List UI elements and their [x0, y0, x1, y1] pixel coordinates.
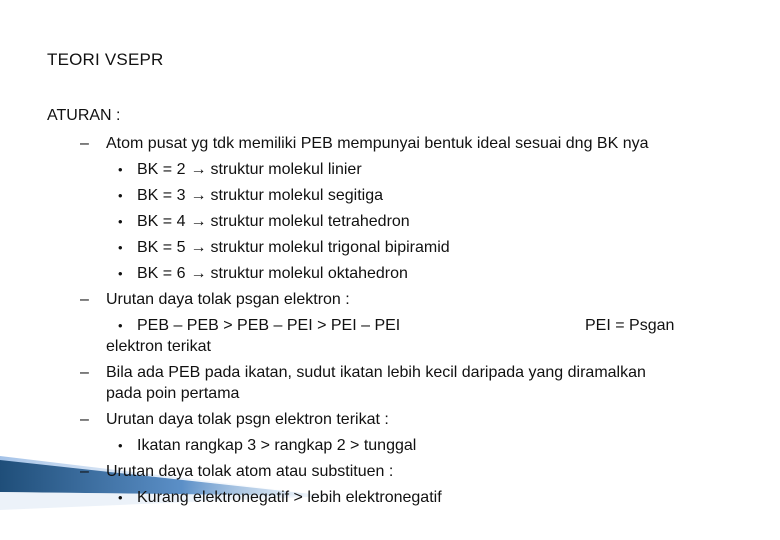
dash-marker: –: [80, 411, 89, 428]
definition-continuation: elektron terikat: [106, 338, 211, 355]
repulsion-order-text: PEB – PEB > PEB – PEI > PEI – PEI: [137, 317, 401, 334]
bullet-marker: •: [118, 438, 123, 453]
bullet-marker: •: [118, 318, 123, 333]
bullet-marker: •: [118, 188, 123, 203]
bk-value: BK = 5: [137, 239, 186, 256]
dash-marker: –: [80, 364, 89, 381]
list-item-text: Atom pusat yg tdk memiliki PEB mempunyai bentuk ideal sesuai dng BK nya: [106, 135, 649, 152]
list-item-5: [80, 463, 393, 481]
dash-marker: –: [80, 463, 89, 480]
electronegativity-text: Kurang elektronegatif > lebih elektronegatif: [137, 489, 442, 506]
sub-list-item: [118, 187, 383, 205]
list-item-4: [80, 411, 389, 429]
structure-text: struktur molekul tetrahedron: [210, 213, 410, 230]
right-arrow-icon: →: [190, 265, 207, 282]
right-arrow-icon: →: [190, 213, 207, 230]
bk-value: BK = 2: [137, 161, 186, 178]
bullet-marker: •: [118, 266, 123, 281]
slide-title: TEORI VSEPR: [47, 50, 164, 69]
bk-value: BK = 6: [137, 265, 186, 282]
rules-heading-label: ATURAN: [47, 107, 112, 124]
list-item-text: Urutan daya tolak psgn elektron terikat :: [106, 411, 389, 428]
right-arrow-icon: →: [190, 239, 207, 256]
list-item-text: Urutan daya tolak atom atau substituen :: [106, 463, 394, 480]
sub-list-item: [118, 161, 362, 179]
list-item-1: [80, 135, 649, 153]
bullet-marker: •: [118, 490, 123, 505]
sub-list-item: [118, 317, 400, 335]
bond-order-text: Ikatan rangkap 3 > rangkap 2 > tunggal: [137, 437, 417, 454]
definition-text: PEI = Psgan: [585, 317, 675, 334]
structure-text: struktur molekul linier: [210, 161, 362, 178]
list-item-2: [80, 291, 350, 309]
sub-list-item: [118, 265, 408, 283]
right-arrow-icon: →: [190, 161, 207, 178]
bk-value: BK = 4: [137, 213, 186, 230]
sub-list-item: [118, 437, 416, 455]
bullet-marker: •: [118, 240, 123, 255]
structure-text: struktur molekul oktahedron: [210, 265, 408, 282]
bk-value: BK = 3: [137, 187, 186, 204]
sub-list-item: [118, 213, 410, 231]
rules-heading-suffix: :: [111, 107, 121, 124]
structure-text: struktur molekul trigonal bipiramid: [210, 239, 450, 256]
list-item-continuation: pada poin pertama: [106, 385, 240, 402]
right-arrow-icon: →: [190, 187, 207, 204]
sub-list-item: [118, 489, 442, 507]
structure-text: struktur molekul segitiga: [210, 187, 383, 204]
rules-heading: [47, 107, 120, 125]
dash-marker: –: [80, 291, 89, 308]
list-item-text: Urutan daya tolak psgan elektron :: [106, 291, 350, 308]
bullet-marker: •: [118, 162, 123, 177]
list-item-text: Bila ada PEB pada ikatan, sudut ikatan lebih kecil daripada yang diramalkan: [106, 364, 646, 381]
bullet-marker: •: [118, 214, 123, 229]
sub-list-item: [118, 239, 450, 257]
list-item-3: [80, 364, 646, 382]
dash-marker: –: [80, 135, 89, 152]
